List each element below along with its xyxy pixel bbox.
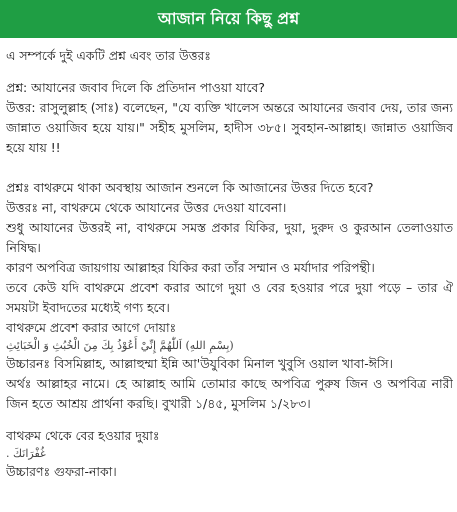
enter-dua-pronunciation: উচ্চারনঃ বিসমিল্লাহ, আল্লাহুম্মা ইন্নি আ'উযুবিকা মিনাল খুবুসি ওয়াল খাবা-ঈসি। (6, 356, 393, 371)
enter-dua-meaning: অর্থঃ আল্লাহর নামে। হে আল্লাহ আমি তোমার কাছে অপবিত্র পুরুষ জিন ও অপবিত্র নারী জিন হতে আশ্রয় প্রার্থনা করছি। বুখারী ১/৪৫, মুসলিম ১/২৮৩। (6, 376, 453, 411)
enter-dua-heading: বাথরুমে প্রবেশ করার আগে দোয়াঃ (6, 320, 177, 335)
article-body[interactable] (6, 40, 453, 512)
answer-1: উত্তর: রাসুলুল্লাহ (সাঃ) বলেছেন, "যে ব্যক্তি খালেস অন্তরে আযানের জবাব দেয়, তার জন্য জান্নাত ওয়াজিব হয়ে যায়।" সহীহ মুসলিম, হাদীস ৩৮৫। সুবহান-আল্লাহ। জান্নাত ওয়াজিব হয়ে যায় !! (6, 100, 453, 155)
page-title: আজান নিয়ে কিছু প্রশ্ন (157, 8, 300, 28)
enter-dua-arabic: (بِسْمِ اللهِ) اَللّٰهُمَّ إِنِّيْ أَعُوْذُ بِكَ مِنَ الْخُبُثِ وَ الْخَبَائِثِ (6, 339, 234, 352)
top-bar (0, 0, 457, 38)
exit-dua-arabic: غُفْرَانَكَ . (6, 447, 46, 460)
answer-2-prohibited: শুধু আযানের উত্তরই না, বাথরুমে সমস্ত প্রকার যিকির, দুয়া, দুরুদ ও কুরআন তেলাওয়াত নিষিদ্ধ। (6, 220, 453, 255)
question-1: প্রশ্ন: আযানের জবাব দিলে কি প্রতিদান পাওয়া যাবে? (6, 80, 265, 95)
answer-2-exception: তবে কেউ যদি বাথরুমে প্রবেশ করার আগে দুয়া ও বের হওয়ার পরে দুয়া পড়ে – তার ঐ সময়টা ইবাদতের মধ্যেই গণ্য হবে। (6, 280, 453, 315)
answer-2-reason: কারণ অপবিত্র জায়গায় আল্লাহর যিকির করা তাঁর সম্মান ও মর্যাদার পরিপন্থী। (6, 260, 375, 275)
answer-2: উত্তরঃ না, বাথরুমে থেকে আযানের উত্তর দেওয়া যাবেনা। (6, 200, 287, 215)
question-2: প্রশ্নঃ বাথরুমে থাকা অবস্থায় আজান শুনলে কি আজানের উত্তর দিতে হবে? (6, 180, 374, 195)
exit-dua-heading: বাথরুম থেকে বের হওয়ার দুয়াঃ (6, 428, 160, 443)
intro-text: এ সম্পর্কে দুই একটি প্রশ্ন এবং তার উত্তরঃ (6, 48, 211, 63)
exit-dua-pronunciation: উচ্চারণঃ গুফরা-নাকা। (6, 464, 117, 479)
